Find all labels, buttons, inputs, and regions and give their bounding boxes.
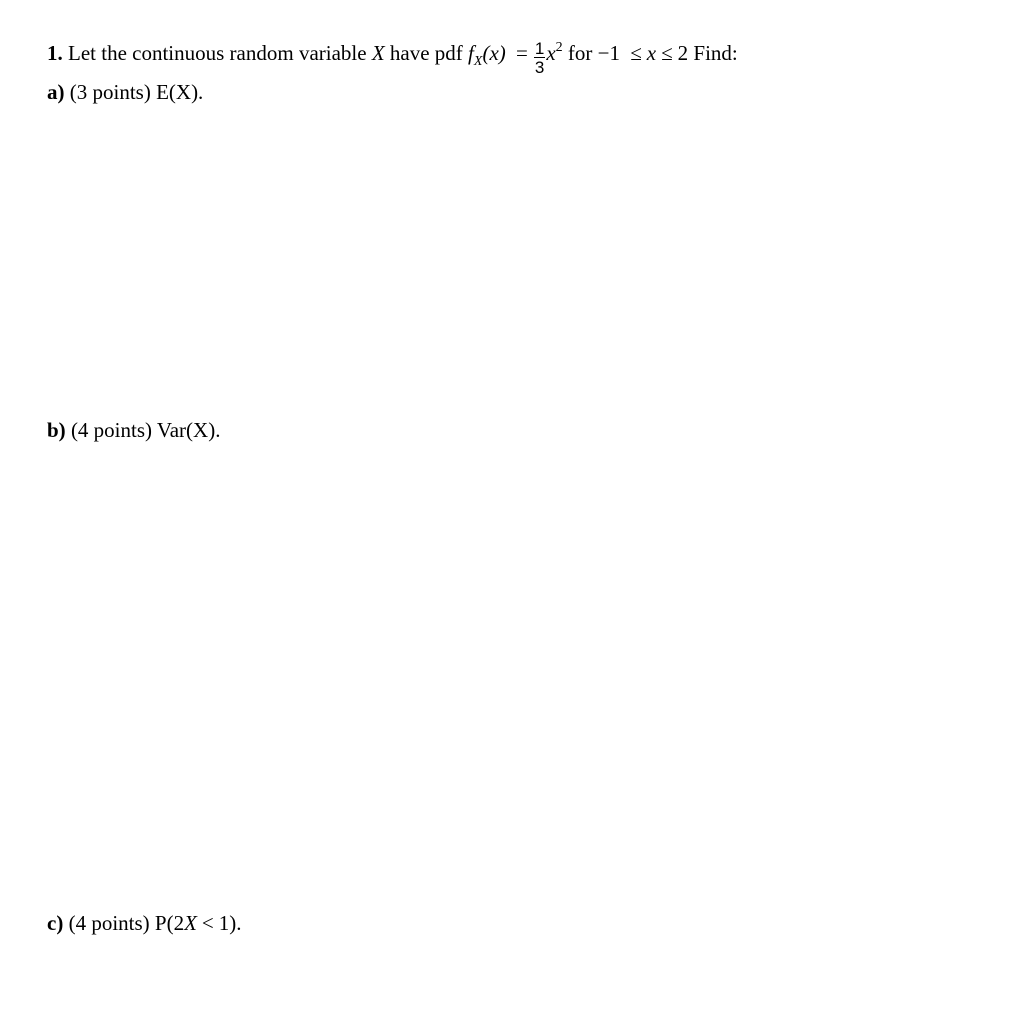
pdf-function-symbol: f: [468, 40, 474, 65]
for-word: for: [567, 40, 593, 65]
equals-sign: =: [516, 40, 528, 65]
exponent: 2: [555, 39, 563, 55]
less-equal-sign-2: ≤: [661, 40, 673, 65]
part-c-variable: X: [184, 911, 197, 935]
range-upper-bound: 2: [677, 40, 689, 65]
fraction-one-third: [534, 40, 545, 76]
pdf-argument: (x): [482, 40, 506, 65]
part-b-text: (4 points) Var(X).: [70, 418, 221, 442]
problem-intro: Let the continuous random variable: [68, 40, 367, 65]
range-variable: x: [646, 40, 657, 65]
range-lower-bound: −1: [597, 40, 620, 65]
random-variable-symbol: X: [371, 40, 385, 65]
part-c-prefix: (4 points) P(2: [68, 911, 185, 935]
pdf-subscript: X: [473, 53, 483, 69]
problem-number: 1.: [47, 40, 63, 65]
part-c: [47, 913, 242, 934]
have-pdf-text: have pdf: [389, 40, 463, 65]
part-a-text: (3 points) E(X).: [69, 80, 204, 104]
part-b-label: b): [47, 418, 66, 442]
x-variable: x: [546, 40, 556, 65]
problem-statement: [47, 37, 738, 77]
part-a: [47, 82, 203, 103]
part-c-label: c): [47, 911, 64, 935]
part-b: [47, 420, 220, 441]
part-a-label: a): [47, 80, 65, 104]
less-equal-sign-1: ≤: [630, 40, 642, 65]
fraction-denominator: 3: [534, 58, 545, 77]
fraction-numerator: 1: [534, 39, 545, 58]
find-label: Find:: [693, 40, 738, 65]
part-c-suffix: 1).: [218, 911, 242, 935]
less-than-sign: <: [201, 911, 214, 935]
